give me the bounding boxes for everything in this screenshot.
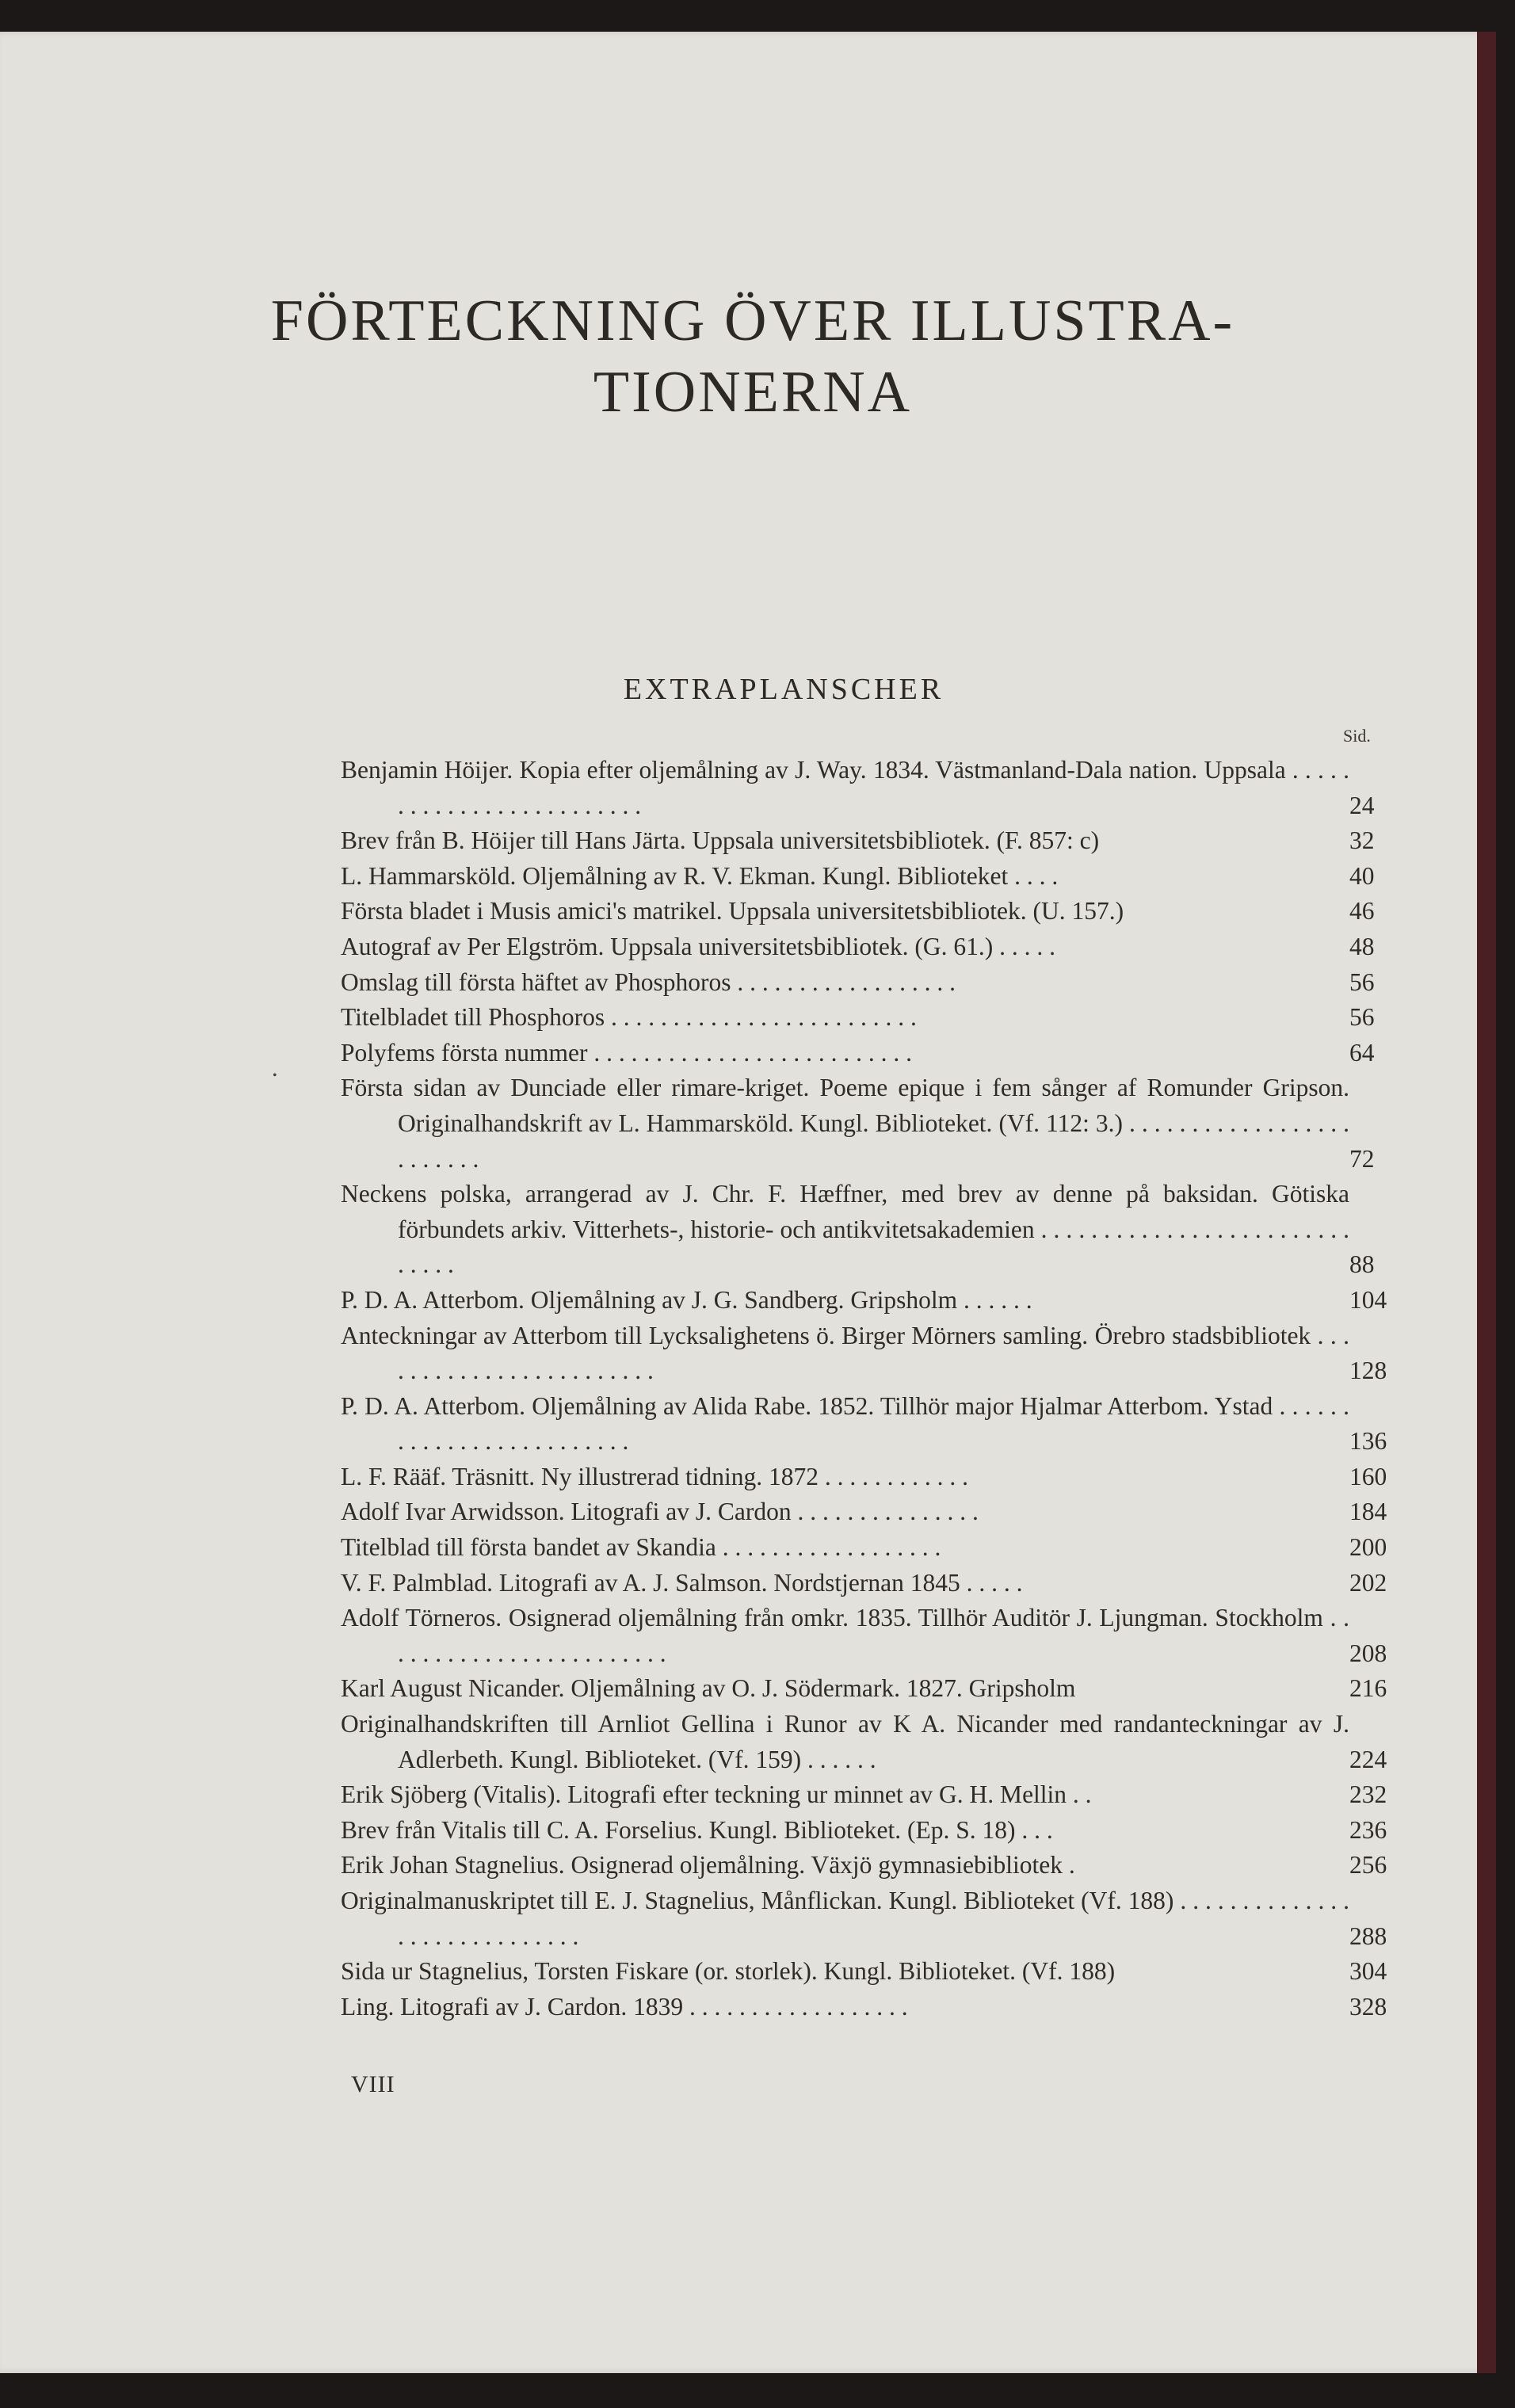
list-item <box>341 1954 1391 1990</box>
entry-page-number: 32 <box>1349 826 1375 855</box>
entry-page-number: 72 <box>1349 1144 1375 1173</box>
page-title <box>238 285 1268 428</box>
entry-page-number: 160 <box>1349 1462 1387 1490</box>
entry-page-number: 232 <box>1349 1780 1387 1809</box>
list-item <box>341 1070 1391 1177</box>
entry-text: Neckens polska, arrangerad av J. Chr. F. Hæffner, med brev av denne på baksidan. Götiska förbundets arkiv. Vitterhets-, historie- och antikvitetsakademien . . . . . . . . . . . . . . . . . . . . . . . . . . . . . . <box>341 1180 1349 1279</box>
list-item <box>341 1318 1391 1389</box>
entry-text: Karl August Nicander. Oljemålning av O. J. Södermark. 1827. Gripsholm <box>341 1674 1076 1703</box>
entry-text: V. F. Palmblad. Litografi av A. J. Salmson. Nordstjernan 1845 . . . . . <box>341 1568 1023 1597</box>
page-title-line-1: FÖRTECKNING ÖVER ILLUSTRA- <box>270 288 1235 353</box>
list-item <box>341 929 1391 965</box>
page-title-line-2: TIONERNA <box>593 360 913 425</box>
list-item <box>341 1566 1391 1601</box>
margin-mark: • <box>273 1069 277 1082</box>
entry-page-number: 104 <box>1349 1285 1387 1314</box>
entry-page-number: 328 <box>1349 1992 1387 2021</box>
entry-text: P. D. A. Atterbom. Oljemålning av Alida Rabe. 1852. Tillhör major Hjalmar Atterbom. Ystad . . . . . . . . . . . . . . . . . . . . . . . . . <box>341 1391 1349 1456</box>
entry-text: Omslag till första häftet av Phosphoros . . . . . . . . . . . . . . . . . . <box>341 967 956 996</box>
entry-text: Anteckningar av Atterbom till Lycksalighetens ö. Birger Mörners samling. Örebro stadsbibliotek . . . . . . . . . . . . . . . . . . . . . . . . <box>341 1321 1349 1385</box>
entry-page-number: 48 <box>1349 932 1375 960</box>
section-heading: EXTRAPLANSCHER <box>623 673 944 706</box>
entry-page-number: 88 <box>1349 1250 1375 1279</box>
entry-text: Polyfems första nummer . . . . . . . . . . . . . . . . . . . . . . . . . . <box>341 1038 912 1067</box>
entry-text: Erik Sjöberg (Vitalis). Litografi efter teckning ur minnet av G. H. Mellin . . <box>341 1780 1092 1809</box>
book-spine-edge <box>1477 32 1496 2373</box>
entry-text: Brev från B. Höijer till Hans Järta. Uppsala universitetsbibliotek. (F. 857: c) <box>341 826 1100 855</box>
entry-page-number: 304 <box>1349 1957 1387 1986</box>
list-item <box>341 1530 1391 1566</box>
entry-page-number: 202 <box>1349 1568 1387 1597</box>
entry-text: Sida ur Stagnelius, Torsten Fiskare (or. storlek). Kungl. Biblioteket. (Vf. 188) <box>341 1957 1116 1986</box>
entry-text: L. Hammarsköld. Oljemålning av R. V. Ekman. Kungl. Biblioteket . . . . <box>341 861 1059 890</box>
page-folio-number: VIII <box>351 2071 395 2097</box>
list-item <box>341 1389 1391 1460</box>
list-item <box>341 1671 1391 1707</box>
list-item <box>341 1460 1391 1495</box>
list-item <box>341 1036 1391 1071</box>
entry-page-number: 208 <box>1349 1639 1387 1667</box>
entry-text: Erik Johan Stagnelius. Osignerad oljemålning. Växjö gymnasiebibliotek . <box>341 1851 1075 1879</box>
entry-page-number: 184 <box>1349 1498 1387 1526</box>
entry-page-number: 216 <box>1349 1674 1387 1703</box>
list-item <box>341 1990 1391 2025</box>
list-item <box>341 823 1391 859</box>
entry-text: Första sidan av Dunciade eller rimare-kriget. Poeme epique i fem sånger af Romunder Gripson. Originalhandskrift av L. Hammarsköld. Kungl. Biblioteket. (Vf. 112: 3.) . . . . . . . . . . . . . . . . . . . . . . . . . <box>341 1074 1349 1173</box>
entry-text: Originalhandskriften till Arnliot Gellina i Runor av K A. Nicander med randanteckningar av J. Adlerbeth. Kungl. Biblioteket. (Vf. 159) . . . . . . <box>341 1710 1349 1773</box>
entry-page-number: 200 <box>1349 1533 1387 1562</box>
list-item <box>341 1777 1391 1813</box>
entry-page-number: 64 <box>1349 1038 1375 1067</box>
list-item <box>341 1813 1391 1849</box>
entry-text: P. D. A. Atterbom. Oljemålning av J. G. Sandberg. Gripsholm . . . . . . <box>341 1285 1032 1314</box>
list-item <box>341 753 1391 823</box>
entry-page-number: 40 <box>1349 861 1375 890</box>
entry-text: Titelbladet till Phosphoros . . . . . . . . . . . . . . . . . . . . . . . . . <box>341 1003 917 1032</box>
list-item <box>341 1883 1391 1954</box>
page-column-label: Sid. <box>1343 726 1371 746</box>
list-item <box>341 1494 1391 1530</box>
entry-page-number: 56 <box>1349 967 1375 996</box>
book-page <box>0 32 1496 2373</box>
entry-text: Autograf av Per Elgström. Uppsala universitetsbibliotek. (G. 61.) . . . . . <box>341 932 1055 960</box>
entry-page-number: 256 <box>1349 1851 1387 1879</box>
list-item <box>341 1283 1391 1318</box>
entry-page-number: 236 <box>1349 1815 1387 1844</box>
entry-text: Adolf Törneros. Osignerad oljemålning från omkr. 1835. Tillhör Auditör J. Ljungman. Stockholm . . . . . . . . . . . . . . . . . . . . . . . . <box>341 1604 1349 1667</box>
illustration-list <box>341 753 1391 2024</box>
entry-page-number: 288 <box>1349 1921 1387 1950</box>
list-item <box>341 1707 1391 1777</box>
entry-text: Första bladet i Musis amici's matrikel. Uppsala universitetsbibliotek. (U. 157.) <box>341 897 1124 925</box>
entry-page-number: 46 <box>1349 897 1375 925</box>
entry-text: Adolf Ivar Arwidsson. Litografi av J. Cardon . . . . . . . . . . . . . . . <box>341 1498 979 1526</box>
entry-page-number: 128 <box>1349 1357 1387 1385</box>
list-item <box>341 1601 1391 1671</box>
entry-text: Brev från Vitalis till C. A. Forselius. Kungl. Biblioteket. (Ep. S. 18) . . . <box>341 1815 1053 1844</box>
entry-page-number: 24 <box>1349 791 1375 819</box>
list-item <box>341 1000 1391 1036</box>
entry-text: Titelblad till första bandet av Skandia . . . . . . . . . . . . . . . . . . <box>341 1533 941 1562</box>
list-item <box>341 859 1391 895</box>
entry-page-number: 224 <box>1349 1745 1387 1773</box>
entry-text: L. F. Rääf. Träsnitt. Ny illustrerad tidning. 1872 . . . . . . . . . . . . <box>341 1462 968 1490</box>
entry-page-number: 56 <box>1349 1003 1375 1032</box>
list-item <box>341 1177 1391 1283</box>
entry-page-number: 136 <box>1349 1427 1387 1456</box>
entry-text: Originalmanuskriptet till E. J. Stagnelius, Månflickan. Kungl. Biblioteket (Vf. 188) . . . . . . . . . . . . . . . . . . . . . . . . . . . . . <box>341 1887 1349 1950</box>
list-item <box>341 965 1391 1001</box>
list-item <box>341 894 1391 929</box>
entry-text: Benjamin Höijer. Kopia efter oljemålning av J. Way. 1834. Västmanland-Dala nation. Uppsala . . . . . . . . . . . . . . . . . . . . . . . . . <box>341 756 1349 819</box>
entry-text: Ling. Litografi av J. Cardon. 1839 . . . . . . . . . . . . . . . . . . <box>341 1992 908 2021</box>
list-item <box>341 1848 1391 1883</box>
